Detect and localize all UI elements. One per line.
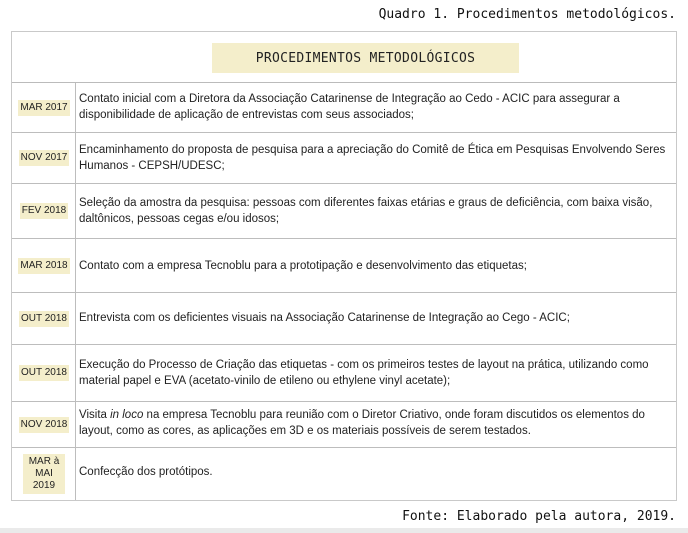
row-description: Execução do Processo de Criação das etiquetas - com os primeiros testes de layout na prática, utilizando como material papel e EVA (acetato-vinilo de etileno ou ethylene vinyl acetate);	[79, 359, 649, 387]
row-description: Contato com a empresa Tecnoblu para a prototipação e desenvolvimento das etiquetas;	[79, 260, 527, 272]
table-row	[12, 239, 676, 293]
table-row	[12, 402, 676, 448]
row-description: Visita in loco na empresa Tecnoblu para reunião com o Diretor Criativo, onde foram discutidos os elementos do layout, como as cores, as aplicações em 3D e os materiais possíveis de serem testados.	[79, 409, 645, 437]
row-date: MAR 2018	[18, 258, 69, 274]
row-description: Entrevista com os deficientes visuais na Associação Catarinense de Integração ao Cego - ACIC;	[79, 312, 570, 324]
row-date: OUT 2018	[19, 365, 69, 381]
row-description: Encaminhamento do proposta de pesquisa para a apreciação do Comitê de Ética em Pesquisas Envolvendo Seres Humanos - CEPSH/UDESC;	[79, 144, 666, 172]
row-date: FEV 2018	[20, 203, 68, 219]
row-date: NOV 2017	[19, 150, 70, 166]
methodology-table	[11, 31, 677, 501]
table-header-title: PROCEDIMENTOS METODOLÓGICOS	[212, 43, 519, 73]
table-header-row	[12, 32, 676, 83]
table-caption: Quadro 1. Procedimentos metodológicos.	[378, 7, 676, 22]
row-description: Contato inicial com a Diretora da Associação Catarinense de Integração ao Cedo - ACIC para assegurar a disponibilidade de aplicação de entrevistas com seus associados;	[79, 93, 620, 121]
row-description: Confecção dos protótipos.	[79, 466, 213, 478]
table-row	[12, 133, 676, 184]
row-date: NOV 2018	[19, 417, 70, 433]
row-description: Seleção da amostra da pesquisa: pessoas com diferentes faixas etárias e graus de deficiência, com baixa visão, daltônicos, pessoas cegas e/ou idosos;	[79, 197, 653, 225]
table-row	[12, 293, 676, 345]
table-row	[12, 184, 676, 239]
table-row	[12, 345, 676, 402]
table-row	[12, 448, 676, 500]
bottom-band	[0, 528, 688, 533]
source-note: Fonte: Elaborado pela autora, 2019.	[402, 509, 676, 524]
row-date: MAR 2017	[18, 100, 69, 116]
row-date: MAR à MAI 2019	[23, 454, 65, 494]
table-row	[12, 83, 676, 133]
row-date: OUT 2018	[19, 311, 69, 327]
